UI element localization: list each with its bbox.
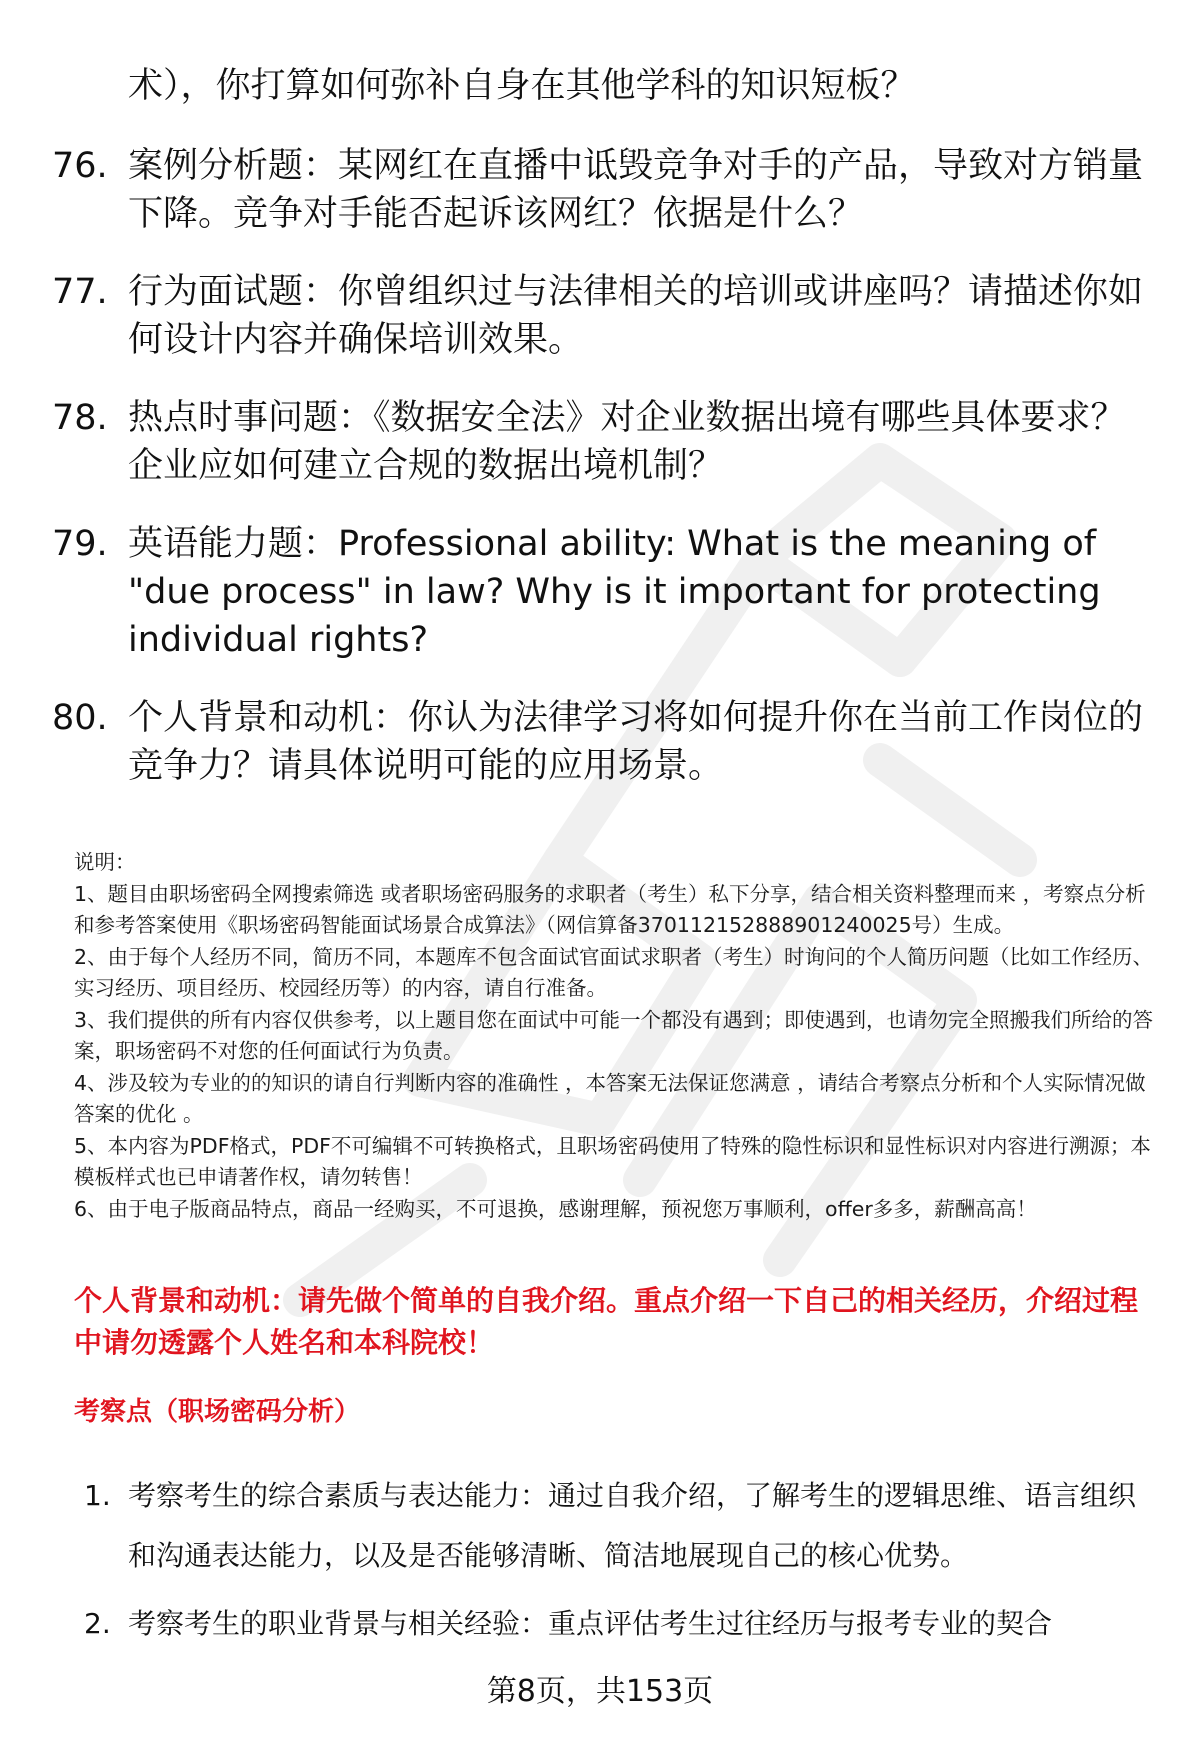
question-item-78 [52,394,1152,490]
analysis-item [84,1466,1174,1586]
analysis-text: 考察考生的职业背景与相关经验：重点评估考生过往经历与报考专业的契合 [128,1607,1053,1640]
note-item: 3、我们提供的所有内容仅供参考，以上题目您在面试中可能一个都没有遇到；即使遇到，也请勿完全照搬我们所给的答案，职场密码不对您的任何面试行为负责。 [74,1007,1154,1063]
question-number: 77. [52,272,108,312]
note-item: 6、由于电子版商品特点，商品一经购买，不可退换，感谢理解，预祝您万事顺利，offer多多，薪酬高高！ [74,1196,1037,1221]
question-number: 78. [52,398,108,438]
question-text: 热点时事问题：《数据安全法》对企业数据出境有哪些具体要求？企业应如何建立合规的数据出境机制？ [128,398,1126,486]
question-number: 79. [52,524,108,564]
continued-question-text: 术），你打算如何弥补自身在其他学科的知识短板？ [128,66,916,106]
analysis-list [84,1466,1174,1662]
notes-section [74,847,1160,1225]
question-text: 个人背景和动机：你认为法律学习将如何提升你在当前工作岗位的竞争力？请具体说明可能的应用场景。 [128,698,1144,786]
note-item: 1、题目由职场密码全网搜索筛选 或者职场密码服务的求职者（考生）私下分享，结合相关资料整理而来 ，考察点分析和参考答案使用《职场密码智能面试场景合成算法》（网信算备370112152888901240025号）生成。 [74,881,1146,937]
question-text: 案例分析题：某网红在直播中诋毁竞争对手的产品，导致对方销量下降。竞争对手能否起诉该网红？依据是什么？ [128,146,1144,234]
question-text: 英语能力题：Professional ability: What is the meaning of "due process" in law? Why is it important for protecting individual rights? [128,524,1101,660]
note-item: 4、涉及较为专业的的知识的请自行判断内容的准确性 ，本答案无法保证您满意 ，请结合考察点分析和个人实际情况做答案的优化 。 [74,1070,1146,1126]
highlight-question: 个人背景和动机：请先做个简单的自我介绍。重点介绍一下自己的相关经历，介绍过程中请勿透露个人姓名和本科院校！ [74,1284,1139,1359]
question-item-80 [52,694,1152,790]
question-number: 76. [52,146,108,186]
question-item-79 [52,520,1152,664]
page-footer: 第8页，共153页 [486,1674,714,1709]
analysis-text: 考察考生的综合素质与表达能力：通过自我介绍，了解考生的逻辑思维、语言组织和沟通表达能力，以及是否能够清晰、简洁地展现自己的核心优势。 [128,1479,1137,1572]
question-list [52,142,1152,820]
note-item: 2、由于每个人经历不同，简历不同，本题库不包含面试官面试求职者（考生）时询问的个人简历问题（比如工作经历、实习经历、项目经历、校园经历等）的内容，请自行准备。 [74,944,1154,1000]
question-item-76 [52,142,1152,238]
analysis-number: 1. [84,1479,111,1512]
note-item: 5、本内容为PDF格式，PDF不可编辑不可转换格式，且职场密码使用了特殊的隐性标识和显性标识对内容进行溯源；本模板样式也已申请著作权，请勿转售！ [74,1133,1151,1189]
analysis-number: 2. [84,1607,111,1640]
question-item-77 [52,268,1152,364]
notes-title: 说明： [74,850,136,874]
question-text: 行为面试题：你曾组织过与法律相关的培训或讲座吗？请描述你如何设计内容并确保培训效果。 [128,272,1144,360]
question-number: 80. [52,698,108,738]
analysis-item [84,1594,1174,1654]
analysis-title: 考察点（职场密码分析） [74,1397,361,1427]
